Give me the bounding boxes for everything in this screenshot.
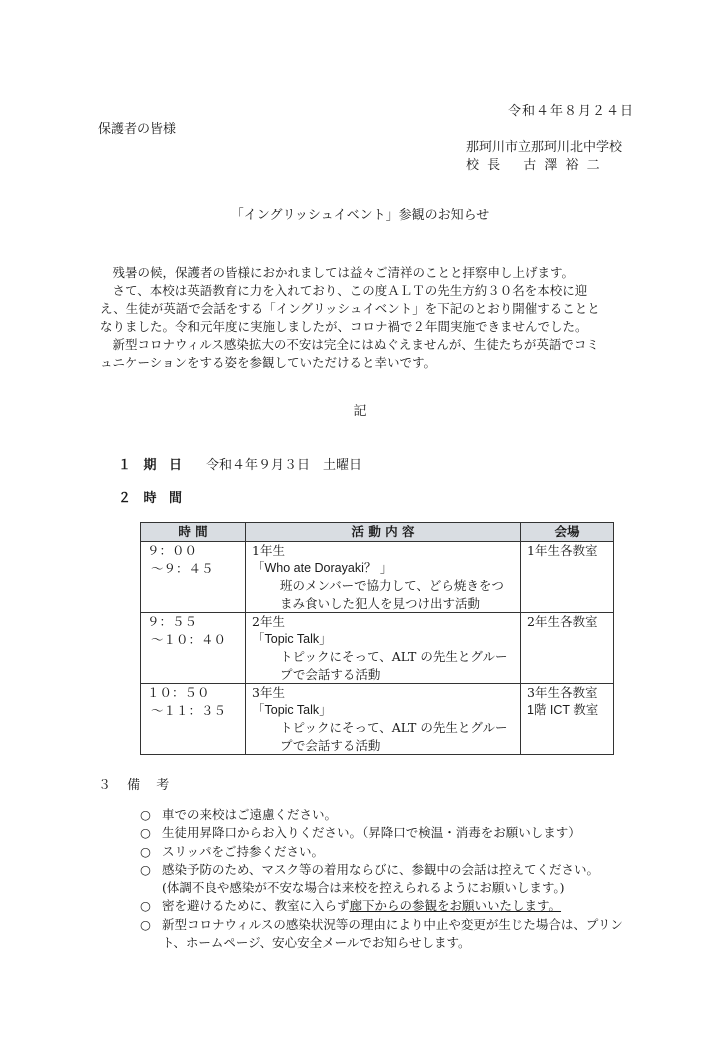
time-cell bbox=[141, 613, 246, 684]
time-cell bbox=[141, 684, 246, 755]
document-title: 「イングリッシュイベント」参観のお知らせ bbox=[230, 208, 490, 223]
time-cell bbox=[141, 542, 246, 613]
circle-bullet-icon: ○ bbox=[140, 843, 151, 859]
list-item bbox=[140, 861, 640, 879]
note-text: 感染予防のため、マスク等の着用ならびに、参観中の会話は控えてください。 bbox=[162, 861, 600, 877]
circle-bullet-icon: ○ bbox=[140, 807, 151, 822]
header-time: 時 間 bbox=[141, 523, 246, 542]
activity-description: トピックにそって、ALT の先生とグループで会話する活動 bbox=[280, 720, 508, 753]
list-item bbox=[140, 897, 640, 915]
activity-event: 「Topic Talk」 bbox=[252, 702, 332, 717]
note-text: 新型コロナウィルスの感染状況等の理由により中止や変更が生じた場合は、プリント、ホームページ、安心安全メールでお知らせします。 bbox=[162, 916, 623, 951]
activity-event: 「Who ate Dorayaki？ 」 bbox=[252, 560, 393, 575]
time-end: ～９：４５ bbox=[151, 560, 214, 576]
body-text bbox=[100, 264, 610, 372]
activity-cell bbox=[246, 684, 521, 755]
activity-grade: 3年生 bbox=[252, 685, 285, 700]
list-item bbox=[140, 843, 640, 861]
addressee: 保護者の皆様 bbox=[98, 122, 177, 137]
schedule-header-row bbox=[141, 523, 614, 542]
list-item bbox=[140, 806, 640, 824]
circle-bullet-icon: ○ bbox=[140, 825, 151, 841]
note-text: 密を避けるために、教室に入らず bbox=[162, 898, 350, 914]
time-end: ～１０：４０ bbox=[151, 631, 227, 647]
activity-cell bbox=[246, 613, 521, 684]
table-row bbox=[141, 684, 614, 755]
body-paragraph-greeting: 残暑の候，保護者の皆様におかれましては益々ご清祥のことと拝察申し上げます。 bbox=[112, 265, 575, 280]
venue-secondary: 1階 ICT 教室 bbox=[527, 702, 599, 717]
list-item-subnote bbox=[140, 879, 640, 897]
venue-primary: 3年生各教室 bbox=[527, 685, 598, 700]
activity-description: トピックにそって、ALT の先生とグループで会話する活動 bbox=[280, 649, 508, 682]
venue-primary: 1年生各教室 bbox=[527, 543, 598, 558]
note-text: 生徒用昇降口からお入りください。（昇降口で検温・消毒をお願いします） bbox=[162, 825, 581, 841]
table-row bbox=[141, 613, 614, 684]
circle-bullet-icon: ○ bbox=[140, 898, 151, 914]
header-venue: 会場 bbox=[521, 523, 614, 542]
notes-list bbox=[140, 806, 640, 952]
time-start: ９：５５ bbox=[147, 614, 198, 629]
time-start: １０：５０ bbox=[147, 685, 210, 700]
school-name: 那珂川市立那珂川北中学校 bbox=[466, 140, 623, 155]
circle-bullet-icon: ○ bbox=[140, 916, 151, 932]
table-row bbox=[141, 542, 614, 613]
body-paragraph-covid: 新型コロナウィルス感染拡大の不安は完全にはぬぐえませんが、生徒たちが英語でコミュニケーションをする姿を参観していただけると幸いです。 bbox=[100, 337, 599, 370]
item-date-value: 令和４年９月３日 土曜日 bbox=[206, 458, 363, 473]
ki-heading: 記 bbox=[353, 404, 367, 419]
note-text: スリッパをご持参ください。 bbox=[162, 843, 325, 859]
circle-bullet-icon: ○ bbox=[140, 861, 151, 877]
note-subtext: (体調不良や感染が不安な場合は来校を控えられるようにお願いします。) bbox=[162, 880, 565, 896]
time-start: ９：００ bbox=[147, 543, 198, 558]
item-date-label: １ 期 日 bbox=[118, 458, 187, 473]
list-item bbox=[140, 824, 640, 842]
schedule-table bbox=[140, 522, 614, 755]
issue-date: 令和４年８月２４日 bbox=[508, 104, 635, 119]
item-time-label: ２ 時 間 bbox=[118, 491, 187, 506]
time-end: ～１１：３５ bbox=[151, 702, 227, 718]
venue-primary: 2年生各教室 bbox=[527, 614, 598, 629]
activity-grade: 1年生 bbox=[252, 543, 285, 558]
activity-cell bbox=[246, 542, 521, 613]
activity-event: 「Topic Talk」 bbox=[252, 631, 332, 646]
item-notes-label: ３ 備 考 bbox=[98, 778, 176, 793]
note-text: 車での来校はご遠慮ください。 bbox=[162, 807, 338, 822]
venue-cell bbox=[521, 613, 614, 684]
venue-cell bbox=[521, 684, 614, 755]
item-date bbox=[118, 458, 362, 474]
body-paragraph-announcement: さて、本校は英語教育に力を入れており、この度ＡＬＴの先生方約３０名を本校に迎え、生徒が英語で会話をする「イングリッシュイベント」を下記のとおり開催することとなりました。令和元年度に実施しましたが、コロナ禍で２年間実施できませんでした。 bbox=[100, 283, 600, 334]
principal-name: 校 長 古 澤 裕 二 bbox=[466, 158, 602, 173]
header-activity: 活 動 内 容 bbox=[246, 523, 521, 542]
activity-grade: 2年生 bbox=[252, 614, 285, 629]
list-item bbox=[140, 916, 640, 953]
venue-cell bbox=[521, 542, 614, 613]
activity-description: 班のメンバーで協力して、どら焼きをつまみ食いした犯人を見つけ出す活動 bbox=[280, 578, 504, 611]
note-text-underlined: 廊下からの参観をお願いいたします。 bbox=[349, 898, 562, 914]
